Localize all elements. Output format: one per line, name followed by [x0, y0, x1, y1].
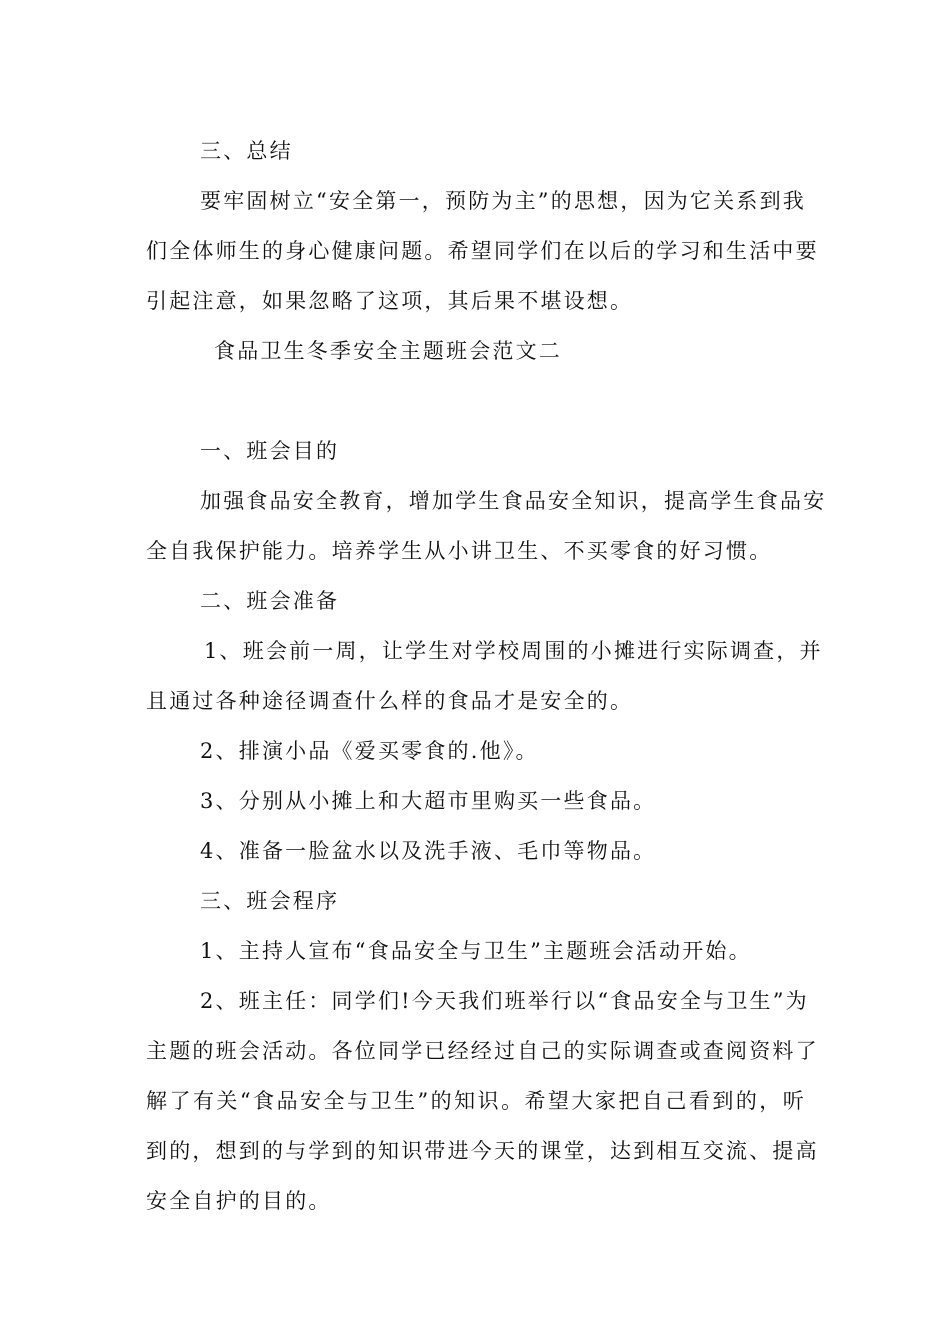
- paragraph-line: 加强食品安全教育，增加学生食品安全知识，提高学生食品安: [200, 489, 827, 513]
- paragraph-line: 主题的班会活动。各位同学已经经过自己的实际调查或查阅资料了: [146, 1039, 819, 1063]
- paragraph-line: 们全体师生的身心健康问题。希望同学们在以后的学习和生活中要: [146, 239, 819, 263]
- list-item: 3、分别从小摊上和大超市里购买一些食品。: [200, 789, 657, 813]
- section-heading-procedure: 三、班会程序: [200, 889, 340, 913]
- list-item: 1、班会前一周，让学生对学校周围的小摊进行实际调查，并: [204, 639, 823, 663]
- paragraph-line: 安全自护的目的。: [146, 1189, 332, 1213]
- section-heading-purpose: 一、班会目的: [200, 439, 340, 463]
- list-item: 2、班主任：同学们!今天我们班举行以“食品安全与卫生”为: [200, 989, 809, 1013]
- paragraph-line: 解了有关“食品安全与卫生”的知识。希望大家把自己看到的，听: [146, 1089, 806, 1113]
- paragraph-line: 要牢固树立“安全第一，预防为主”的思想，因为它关系到我: [200, 189, 806, 213]
- list-item: 2、排演小品《爱买零食的.他》。: [200, 739, 539, 763]
- list-item: 4、准备一脸盆水以及洗手液、毛巾等物品。: [200, 839, 657, 863]
- paragraph-line: 引起注意，如果忽略了这项，其后果不堪设想。: [146, 289, 634, 313]
- section-heading-preparation: 二、班会准备: [200, 589, 340, 613]
- paragraph-line: 到的，想到的与学到的知识带进今天的课堂，达到相互交流、提高: [146, 1139, 819, 1163]
- document-subtitle: 食品卫生冬季安全主题班会范文二: [214, 339, 562, 363]
- paragraph-line: 全自我保护能力。培养学生从小讲卫生、不买零食的好习惯。: [146, 539, 773, 563]
- list-item: 1、主持人宣布“食品安全与卫生”主题班会活动开始。: [200, 939, 752, 963]
- paragraph-line: 且通过各种途径调查什么样的食品才是安全的。: [146, 689, 634, 713]
- section-heading-summary: 三、总结: [200, 139, 293, 163]
